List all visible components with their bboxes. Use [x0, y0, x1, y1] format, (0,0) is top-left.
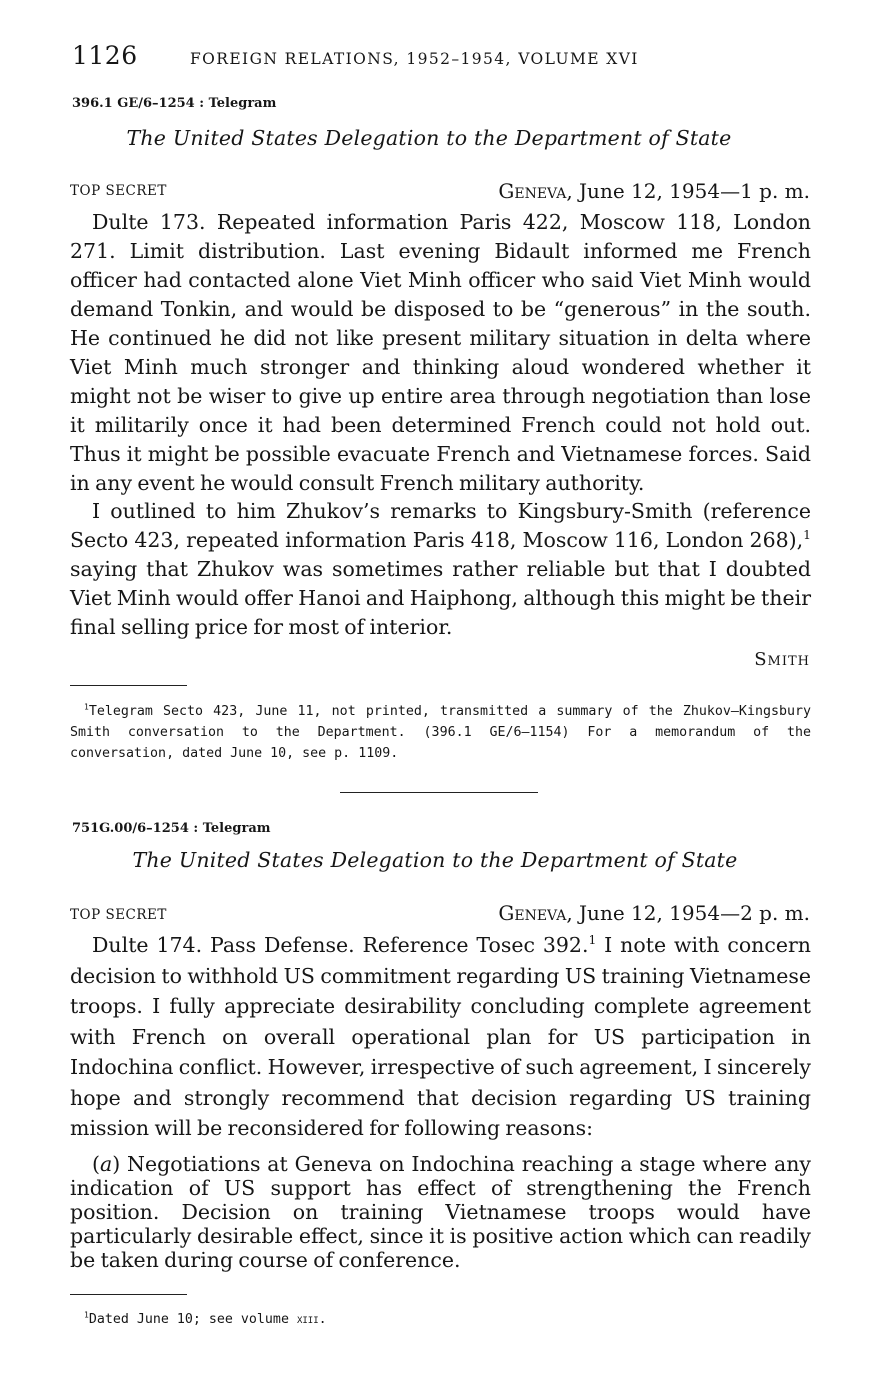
footnote-text: Dated June 10; see volume	[88, 1312, 297, 1327]
footnote-text: Telegram Secto 423, June 11, not printed, transmitted a summary of the Zhukov–Kingsbury Smith conversation to the Department. (396.1 GE/6–1154) For a memorandum of the conversation, dated June 10, see p. 1109.	[70, 704, 811, 761]
page-number: 1126	[72, 41, 138, 70]
paragraph-text: I note with concern decision to withhold US commitment regarding US training Vietnamese troops. I fully appreciate desirability concluding complete agreement with French on overall operational plan for US participation in Indochina conflict. However, irrespective of such agreement, I sincerely hope and strongly recommend that decision regarding US training mission will be reconsidered for following reasons:	[70, 933, 812, 1140]
dateline-place: Geneva	[498, 901, 567, 925]
telegram-paragraph	[70, 930, 811, 1144]
footnote-marker: 1	[588, 933, 597, 948]
running-header: FOREIGN RELATIONS, 1952–1954, VOLUME XVI	[190, 50, 639, 68]
classification-label: TOP SECRET	[70, 183, 167, 199]
footnote-text: .	[318, 1312, 327, 1327]
item-label: a	[100, 1152, 113, 1176]
file-reference: 751G.00/6–1254 : Telegram	[72, 821, 271, 836]
paragraph-text: saying that Zhukov was sometimes rather reliable but that I doubted Viet Minh would offer Hanoi and Haiphong, although this might be their final selling price for most of interior.	[70, 557, 811, 639]
paragraph-text: Dulte 174. Pass Defense. Reference Tosec 392.	[92, 933, 589, 957]
dateline-place: Geneva	[498, 179, 567, 203]
footnote-volume: xiii	[296, 1312, 319, 1327]
document-title: The United States Delegation to the Department of State	[132, 848, 738, 872]
document-title: The United States Delegation to the Department of State	[126, 126, 732, 150]
dateline-date: , June 12, 1954—1 p. m.	[566, 179, 810, 203]
dateline	[498, 900, 810, 926]
enumerated-item: (a) Negotiations at Geneva on Indochina reaching a stage where any indication of US support has effect of strengthening the French position. Decision on training Vietnamese troops would have particularly desirable effect, since it is positive action which can readily be taken during course of conference.	[70, 1152, 811, 1272]
footnote	[70, 701, 811, 764]
footnote-marker: 1	[803, 528, 811, 543]
footnote-marker: 1	[84, 702, 89, 712]
paragraph-text: I outlined to him Zhukov’s remarks to Kingsbury-Smith (reference Secto 423, repeated information Paris 418, Moscow 116, London 268),	[70, 499, 811, 552]
dateline-date: , June 12, 1954—2 p. m.	[566, 901, 810, 925]
classification-label: TOP SECRET	[70, 907, 167, 923]
dateline	[498, 178, 810, 204]
footnote-rule	[70, 1294, 187, 1295]
file-reference: 396.1 GE/6–1254 : Telegram	[72, 96, 277, 111]
item-text: Negotiations at Geneva on Indochina reaching a stage where any indication of US support has effect of strengthening the French position. Decision on training Vietnamese troops would have particularly desirable effect, since it is positive action which can readily be taken during course of conference.	[70, 1152, 811, 1272]
signature: Smith	[754, 649, 810, 670]
telegram-paragraph	[70, 497, 811, 642]
footnote-rule	[70, 685, 187, 686]
footnote	[70, 1309, 811, 1330]
telegram-paragraph: Dulte 173. Repeated information Paris 422, Moscow 118, London 271. Limit distribution. Last evening Bidault informed me French officer had contacted alone Viet Minh officer who said Viet Minh would demand Tonkin, and would be disposed to be “generous” in the south. He continued he did not like present military situation in delta where Viet Minh much stronger and thinking aloud wondered whether it might not be wiser to give up entire area through negotiation than lose it militarily once it had been determined French could not hold out. Thus it might be possible evacuate French and Vietnamese forces. Said in any event he would consult French military authority.	[70, 210, 811, 495]
footnote-marker: 1	[84, 1310, 89, 1320]
document-separator	[340, 792, 538, 793]
